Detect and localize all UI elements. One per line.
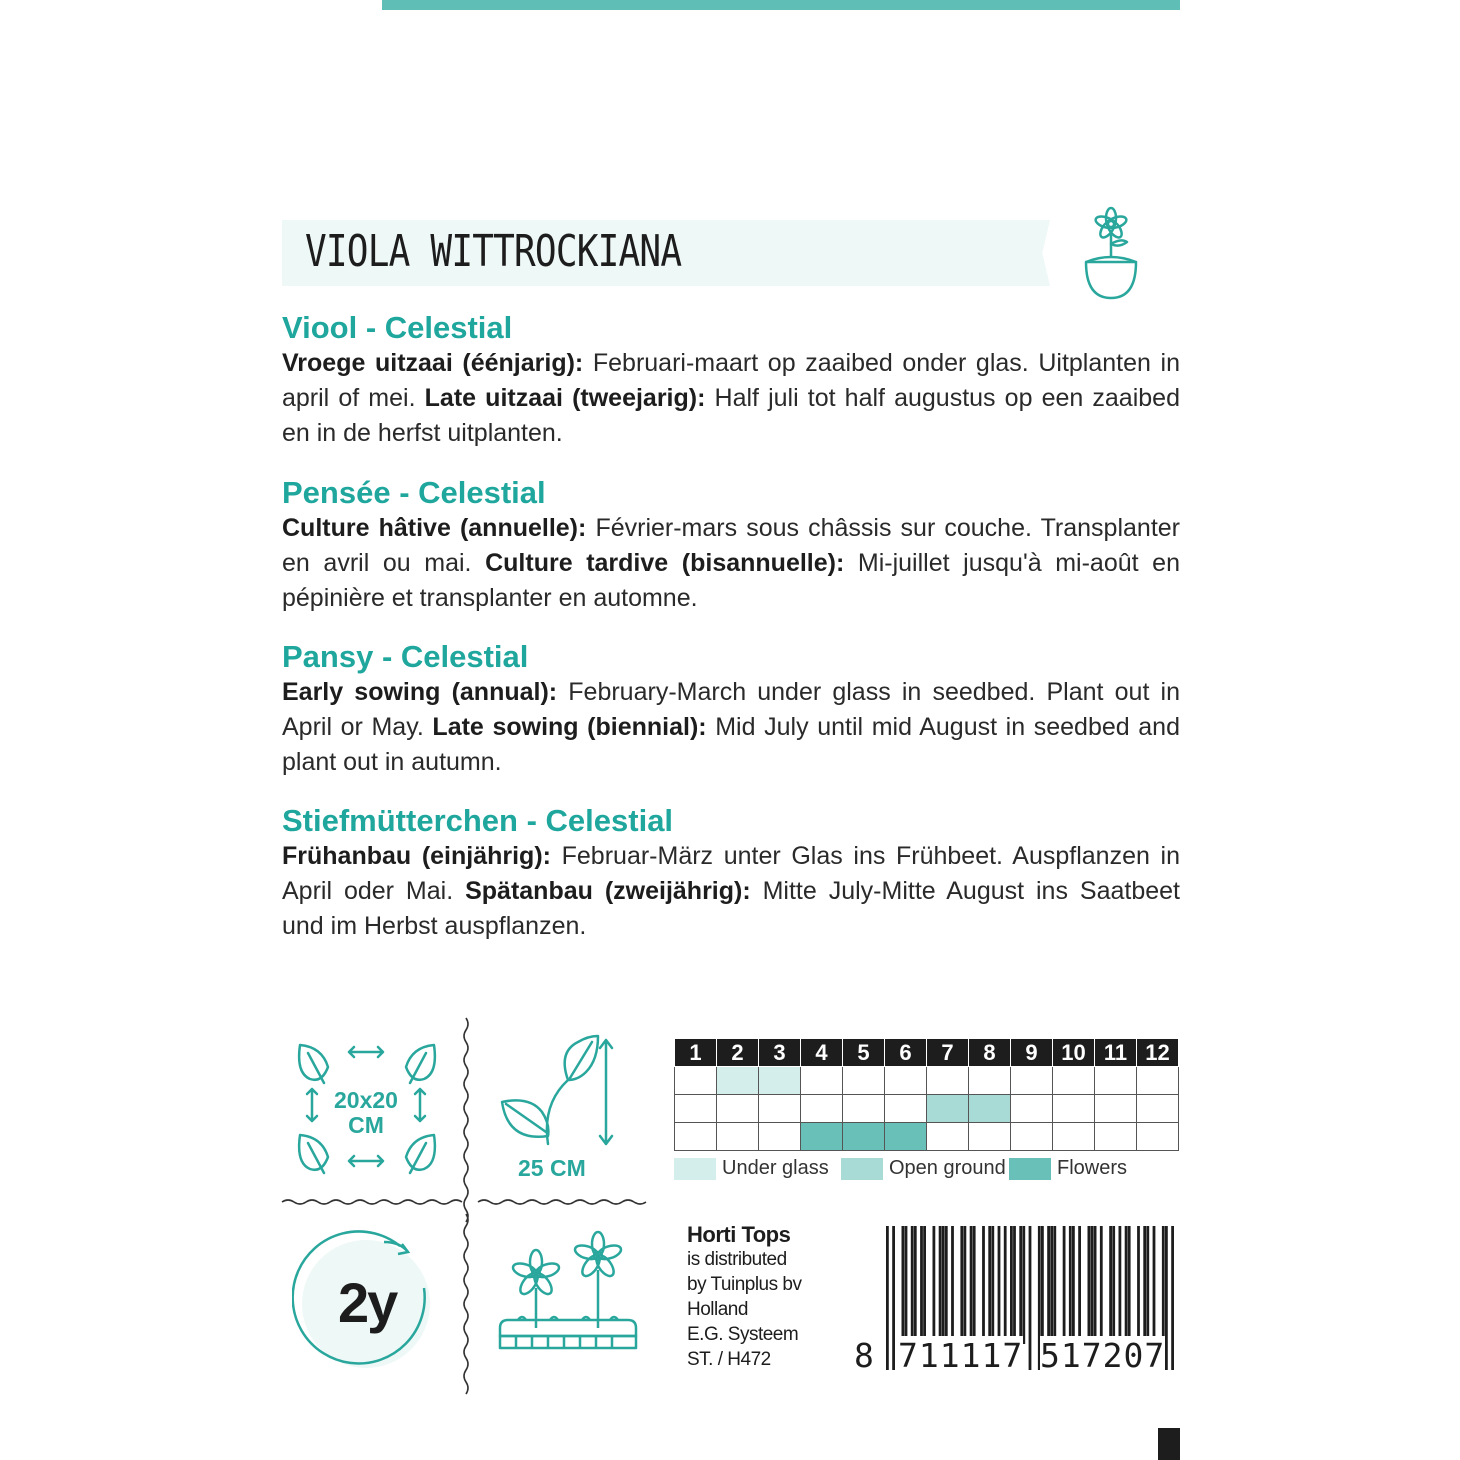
calendar-cell	[1053, 1095, 1095, 1123]
section-label: Culture hâtive (annuelle):	[282, 514, 587, 542]
calendar-cell	[759, 1123, 801, 1151]
calendar-cell	[1053, 1067, 1095, 1095]
calendar-cell	[1011, 1095, 1053, 1123]
legend-label: Open ground	[889, 1157, 1006, 1179]
barcode-bar	[1112, 1226, 1115, 1344]
calendar-cell	[927, 1067, 969, 1095]
barcode-bar	[1094, 1226, 1097, 1344]
calendar-cell	[801, 1123, 843, 1151]
height-label: 25 CM	[518, 1155, 586, 1181]
barcode-bar	[1153, 1226, 1156, 1344]
calendar-cell	[675, 1123, 717, 1151]
calendar-cell	[1095, 1067, 1137, 1095]
barcode-bar	[905, 1226, 908, 1344]
distributor-line: is distributed	[687, 1249, 787, 1270]
section-label: Culture tardive (bisannuelle):	[485, 549, 845, 577]
distributor-line: ST. / H472	[687, 1349, 771, 1370]
legend-swatch	[1009, 1158, 1051, 1180]
section-label: Late sowing (biennial):	[432, 713, 707, 741]
calendar-cell	[1137, 1095, 1179, 1123]
month-header: 10	[1053, 1039, 1095, 1067]
calendar-cell	[843, 1095, 885, 1123]
month-header: 1	[675, 1039, 717, 1067]
month-header: 5	[843, 1039, 885, 1067]
calendar-cell	[927, 1123, 969, 1151]
calendar-cell	[759, 1095, 801, 1123]
legend-label: Flowers	[1057, 1157, 1128, 1179]
calendar-cell	[801, 1095, 843, 1123]
barcode-bar	[998, 1226, 1001, 1344]
barcode-bar	[1128, 1226, 1131, 1344]
section-text: Mi-juillet jusqu'à mi-août en pépinière et transplanter en automne.	[282, 549, 1180, 612]
calendar-cell	[843, 1123, 885, 1151]
calendar-cell	[1053, 1123, 1095, 1151]
barcode-bar	[951, 1226, 954, 1344]
calendar-cell	[1011, 1123, 1053, 1151]
section-label: Vroege uitzaai (éénjarig):	[282, 349, 584, 377]
calendar-cell	[1095, 1095, 1137, 1123]
section-text: Februari-maart op zaaibed onder glas. Uitplanten in april of mei.	[282, 349, 1180, 412]
calendar-cell	[717, 1067, 759, 1095]
section-text: Mid July until mid August in seedbed and plant out in autumn.	[282, 713, 1180, 776]
month-header: 8	[969, 1039, 1011, 1067]
calendar-cell	[717, 1095, 759, 1123]
month-header: 11	[1095, 1039, 1137, 1067]
barcode-bar	[1041, 1226, 1044, 1344]
month-header: 9	[1011, 1039, 1053, 1067]
barcode-bar	[1088, 1226, 1091, 1344]
brand-name: Horti Tops	[687, 1222, 791, 1247]
barcode-bar	[892, 1226, 895, 1370]
legend-swatch	[841, 1158, 883, 1180]
barcode-bar	[1022, 1226, 1025, 1344]
month-header: 7	[927, 1039, 969, 1067]
calendar-cell	[927, 1095, 969, 1123]
barcode-bar	[1072, 1226, 1075, 1344]
section-title: Pensée - Celestial	[282, 475, 546, 510]
barcode-bar	[945, 1226, 948, 1344]
barcode-bar	[1029, 1226, 1032, 1370]
barcode-bar	[1053, 1226, 1056, 1344]
species-name: VIOLA WITTROCKIANA	[305, 226, 682, 277]
month-header: 12	[1137, 1039, 1179, 1067]
barcode-bar	[970, 1226, 973, 1344]
calendar-cell	[1095, 1123, 1137, 1151]
cycle-label: 2y	[338, 1271, 397, 1334]
calendar-cell	[1137, 1123, 1179, 1151]
calendar-cell	[675, 1095, 717, 1123]
calendar-cell	[675, 1067, 717, 1095]
section-title: Stiefmütterchen - Celestial	[282, 803, 674, 838]
section-title: Pansy - Celestial	[282, 639, 529, 674]
barcode-bar	[911, 1226, 914, 1344]
legend-under-glass	[674, 1157, 829, 1180]
calendar-cell	[885, 1123, 927, 1151]
barcode-bar	[939, 1226, 942, 1344]
calendar-cell	[801, 1067, 843, 1095]
legend-swatch	[674, 1158, 716, 1180]
section-text: Februar-März unter Glas ins Frühbeet. Auspflanzen in April oder Mai.	[282, 842, 1180, 905]
barcode-bar	[942, 1226, 945, 1344]
barcode-digits-left: 711117	[898, 1336, 1024, 1375]
barcode-bar	[1119, 1226, 1122, 1344]
barcode-bar	[1004, 1226, 1007, 1344]
month-header: 3	[759, 1039, 801, 1067]
month-header: 4	[801, 1039, 843, 1067]
calendar-cell	[1137, 1067, 1179, 1095]
barcode-bar	[1050, 1226, 1053, 1344]
barcode-bar	[1146, 1226, 1149, 1344]
sowing-calendar	[674, 1038, 1179, 1151]
calendar-row	[675, 1067, 1179, 1095]
barcode-bar	[1165, 1226, 1168, 1370]
barcode-bar	[1047, 1226, 1050, 1344]
barcode-bar	[1078, 1226, 1081, 1344]
barcode-bar	[1091, 1226, 1094, 1344]
barcode-bar	[933, 1226, 936, 1344]
barcode-bar	[960, 1226, 963, 1344]
barcode-bar	[902, 1226, 905, 1344]
calendar-cell	[969, 1067, 1011, 1095]
barcode-bar	[914, 1226, 917, 1344]
print-marker	[1158, 1428, 1180, 1460]
barcode-digits-right: 517207	[1040, 1336, 1166, 1375]
calendar-row	[675, 1095, 1179, 1123]
barcode-bar	[973, 1226, 976, 1344]
barcode-bar	[1100, 1226, 1103, 1344]
legend-open-ground	[841, 1157, 1006, 1180]
distributor-info	[687, 1222, 801, 1372]
barcode-bar	[1125, 1226, 1128, 1344]
barcode-bar	[982, 1226, 985, 1344]
barcode-bar	[1162, 1226, 1165, 1344]
distributor-line: Holland	[687, 1299, 748, 1320]
barcode-digit-first: 8	[854, 1336, 874, 1375]
section-title: Viool - Celestial	[282, 310, 513, 345]
section-label: Frühanbau (einjährig):	[282, 842, 551, 870]
distributor-line: by Tuinplus bv	[687, 1274, 802, 1295]
calendar-cell	[759, 1067, 801, 1095]
barcode-bar	[991, 1226, 994, 1344]
calendar-cell	[969, 1095, 1011, 1123]
plant-height-icon	[496, 1032, 626, 1152]
section-label: Spätanbau (zweijährig):	[465, 877, 751, 905]
legend-flowers	[1009, 1157, 1127, 1180]
section-text: Février-mars sous châssis sur couche. Transplanter en avril ou mai.	[282, 514, 1180, 577]
month-header: 6	[885, 1039, 927, 1067]
barcode-bar	[1143, 1226, 1146, 1344]
legend-label: Under glass	[722, 1157, 829, 1179]
section-label: Late uitzaai (tweejarig):	[424, 384, 706, 412]
barcode-bar	[1137, 1226, 1140, 1344]
barcode-bar	[1019, 1226, 1022, 1344]
calendar-cell	[885, 1095, 927, 1123]
barcode-bar	[923, 1226, 926, 1344]
section-text: February-March under glass in seedbed. Plant out in April or May.	[282, 678, 1180, 741]
section-label: Early sowing (annual):	[282, 678, 558, 706]
spacing-value: 20x20	[334, 1087, 398, 1113]
calendar-cell	[969, 1123, 1011, 1151]
barcode-bar	[1171, 1226, 1174, 1370]
spacing-unit: CM	[348, 1112, 384, 1138]
barcode-bar	[1013, 1226, 1016, 1344]
barcode-bar	[886, 1226, 889, 1370]
section-text: Half juli tot half augustus op een zaaibed en in de herfst uitplanten.	[282, 384, 1180, 447]
seedling-tray-icon	[494, 1222, 644, 1372]
barcode-bar	[964, 1226, 967, 1344]
calendar-cell	[843, 1067, 885, 1095]
section-text: Mitte July-Mitte August ins Saatbeet und im Herbst auspflanzen.	[282, 877, 1180, 940]
barcode-bar	[1109, 1226, 1112, 1344]
barcode-bar	[1010, 1226, 1013, 1344]
barcode-bar	[920, 1226, 923, 1344]
calendar-cell	[885, 1067, 927, 1095]
barcode-bar	[1069, 1226, 1072, 1344]
calendar-row	[675, 1123, 1179, 1151]
calendar-cell	[1011, 1067, 1053, 1095]
barcode-bar	[988, 1226, 991, 1344]
spacing-label	[332, 1088, 400, 1138]
calendar-cell	[717, 1123, 759, 1151]
month-header: 2	[717, 1039, 759, 1067]
distributor-line: E.G. Systeem	[687, 1324, 799, 1345]
barcode-bar	[1063, 1226, 1066, 1344]
